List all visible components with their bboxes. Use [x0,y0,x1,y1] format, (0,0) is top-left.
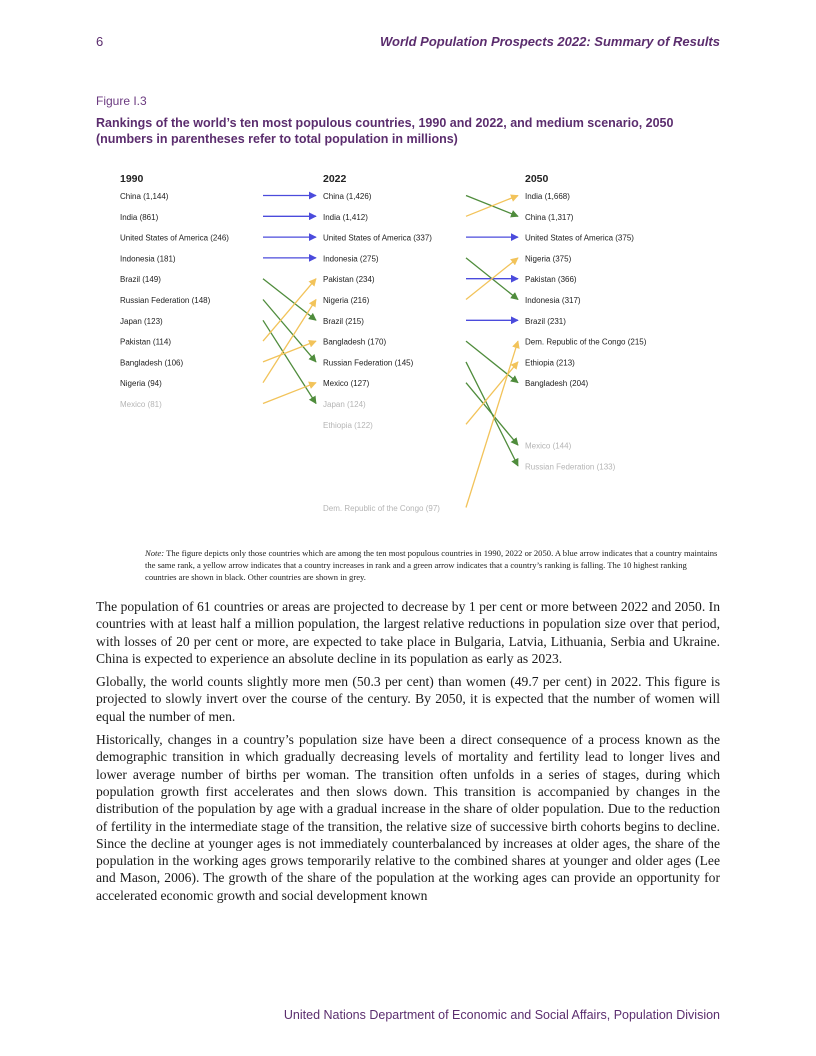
rank-label-2050-7: Brazil (231) [525,316,566,326]
rank-label-2050-1: India (1,668) [525,192,570,201]
rank-label-2022-12: Ethiopia (122) [323,420,373,430]
body-paragraph-3: Historically, changes in a country’s population size have been a direct consequence of a process known as the demographic transition in which gradually decreasing levels of mortality and fertility lead to longer lives and lower average number of births per woman. The transition often unfolds in a series of stages, during which population growth first accelerates and then slows down. This transition is accompanied by changes in the distribution of the population by age with a gradual increase in the share of older population. Due to the reduction of fertility in the intermediate stage of the transition, the relative size of successive birth cohorts begins to decline. Since the decline at younger ages is not immediately counterbalanced by increases at older ages, the share of the population in the working ages grows temporarily relative to the combined shares at younger and older ages (Lee and Mason, 2006). The growth of the share of the population at the working ages can provide an opportunity for accelerated economic growth and social development known [96,732,720,903]
rank-label-2022-16: Dem. Republic of the Congo (97) [323,504,440,513]
column-header-2022: 2022 [323,173,347,185]
rank-arrow-up-0-8 [263,341,316,362]
rank-label-2022-1: China (1,426) [323,192,372,201]
rank-label-2050-10: Bangladesh (204) [525,379,589,389]
rank-label-2022-7: Brazil (215) [323,316,364,326]
note-text: The figure depicts only those countries which are among the ten most populous countries in 1990, 2022 or 2050. A blue arrow indicates that a country maintains the same rank, a yellow arrow indicates that a country increases in rank and a green arrow indicates that a country’s ranking is falling. The 10 highest ranking countries are shown in black. Other countries are shown in grey. [145,548,718,582]
running-title: World Population Prospects 2022: Summary of Results [379,34,720,49]
rank-label-1990-11: Mexico (81) [120,400,162,409]
rank-label-1990-5: Brazil (149) [120,275,161,285]
note-label: Note: [145,548,165,558]
rank-label-2022-6: Nigeria (216) [323,296,370,305]
rank-label-2022-5: Pakistan (234) [323,275,375,285]
rank-label-2050-14: Russian Federation (133) [525,462,616,472]
column-header-2050: 2050 [525,173,549,185]
rank-label-2050-4: Nigeria (375) [525,254,572,264]
rank-label-2022-10: Mexico (127) [323,379,370,389]
rank-label-1990-1: China (1,144) [120,192,169,201]
rank-label-2050-2: China (1,317) [525,212,574,222]
rank-label-2022-9: Russian Federation (145) [323,358,414,368]
rank-label-1990-3: United States of America (246) [120,233,229,243]
figure-title: Rankings of the world’s ten most populous countries, 1990 and 2022, and medium scenario, 2050 (numbers in parentheses refer to total population in millions) [96,116,674,146]
rank-label-2050-8: Dem. Republic of the Congo (215) [525,337,647,347]
rank-arrow-up-1-22 [466,341,518,507]
rank-label-1990-9: Bangladesh (106) [120,358,184,368]
rank-label-1990-6: Russian Federation (148) [120,296,211,305]
rank-label-2022-11: Japan (124) [323,400,366,409]
rank-label-2022-2: India (1,412) [323,212,368,222]
figure-note [145,547,720,583]
rank-label-2050-9: Ethiopia (213) [525,358,575,368]
body-paragraph-1: The population of 61 countries or areas are projected to decrease by 1 per cent or more between 2022 and 2050. In countries with at least half a million population, the largest relative reductions in population size over that period, with losses of 20 per cent or more, are expected to take place in Bulgaria, Latvia, Lithuania, Serbia and Ukraine. China is expected to experience an absolute decline in its population as early as 2023. [96,599,720,666]
rank-label-2050-5: Pakistan (366) [525,275,577,285]
page-number: 6 [96,34,104,49]
rank-label-2022-8: Bangladesh (170) [323,337,387,347]
rank-label-2050-6: Indonesia (317) [525,296,581,305]
rank-label-2022-4: Indonesia (275) [323,254,379,264]
rank-arrow-down-0-4 [263,279,316,321]
column-header-1990: 1990 [120,173,144,185]
rank-label-2050-3: United States of America (375) [525,233,634,243]
rank-label-1990-8: Pakistan (114) [120,337,171,347]
page-footer: United Nations Department of Economic and Social Affairs, Population Division [283,1008,720,1022]
rank-label-1990-2: India (861) [120,212,159,222]
rank-label-2022-3: United States of America (337) [323,233,432,243]
rank-label-2050-13: Mexico (144) [525,441,572,451]
rank-label-1990-4: Indonesia (181) [120,254,176,264]
rank-arrow-down-0-5 [263,300,316,362]
body-paragraph-2: Globally, the world counts slightly more men (50.3 per cent) than women (49.7 per cent) in 2022. This figure is projected to slowly invert over the course of the century. By 2050, it is expected that the number of women will equal the number of men. [96,674,720,724]
rank-arrow-up-0-7 [263,279,316,341]
rank-label-1990-10: Nigeria (94) [120,379,162,389]
rank-arrow-down-1-20 [466,383,518,445]
figure-label: Figure I.3 [96,94,147,108]
rank-arrow-up-0-9 [263,300,316,383]
rank-label-1990-7: Japan (123) [120,316,163,326]
rank-arrow-down-0-6 [263,320,316,403]
rank-arrow-up-0-10 [263,383,316,404]
body-text [96,598,720,910]
